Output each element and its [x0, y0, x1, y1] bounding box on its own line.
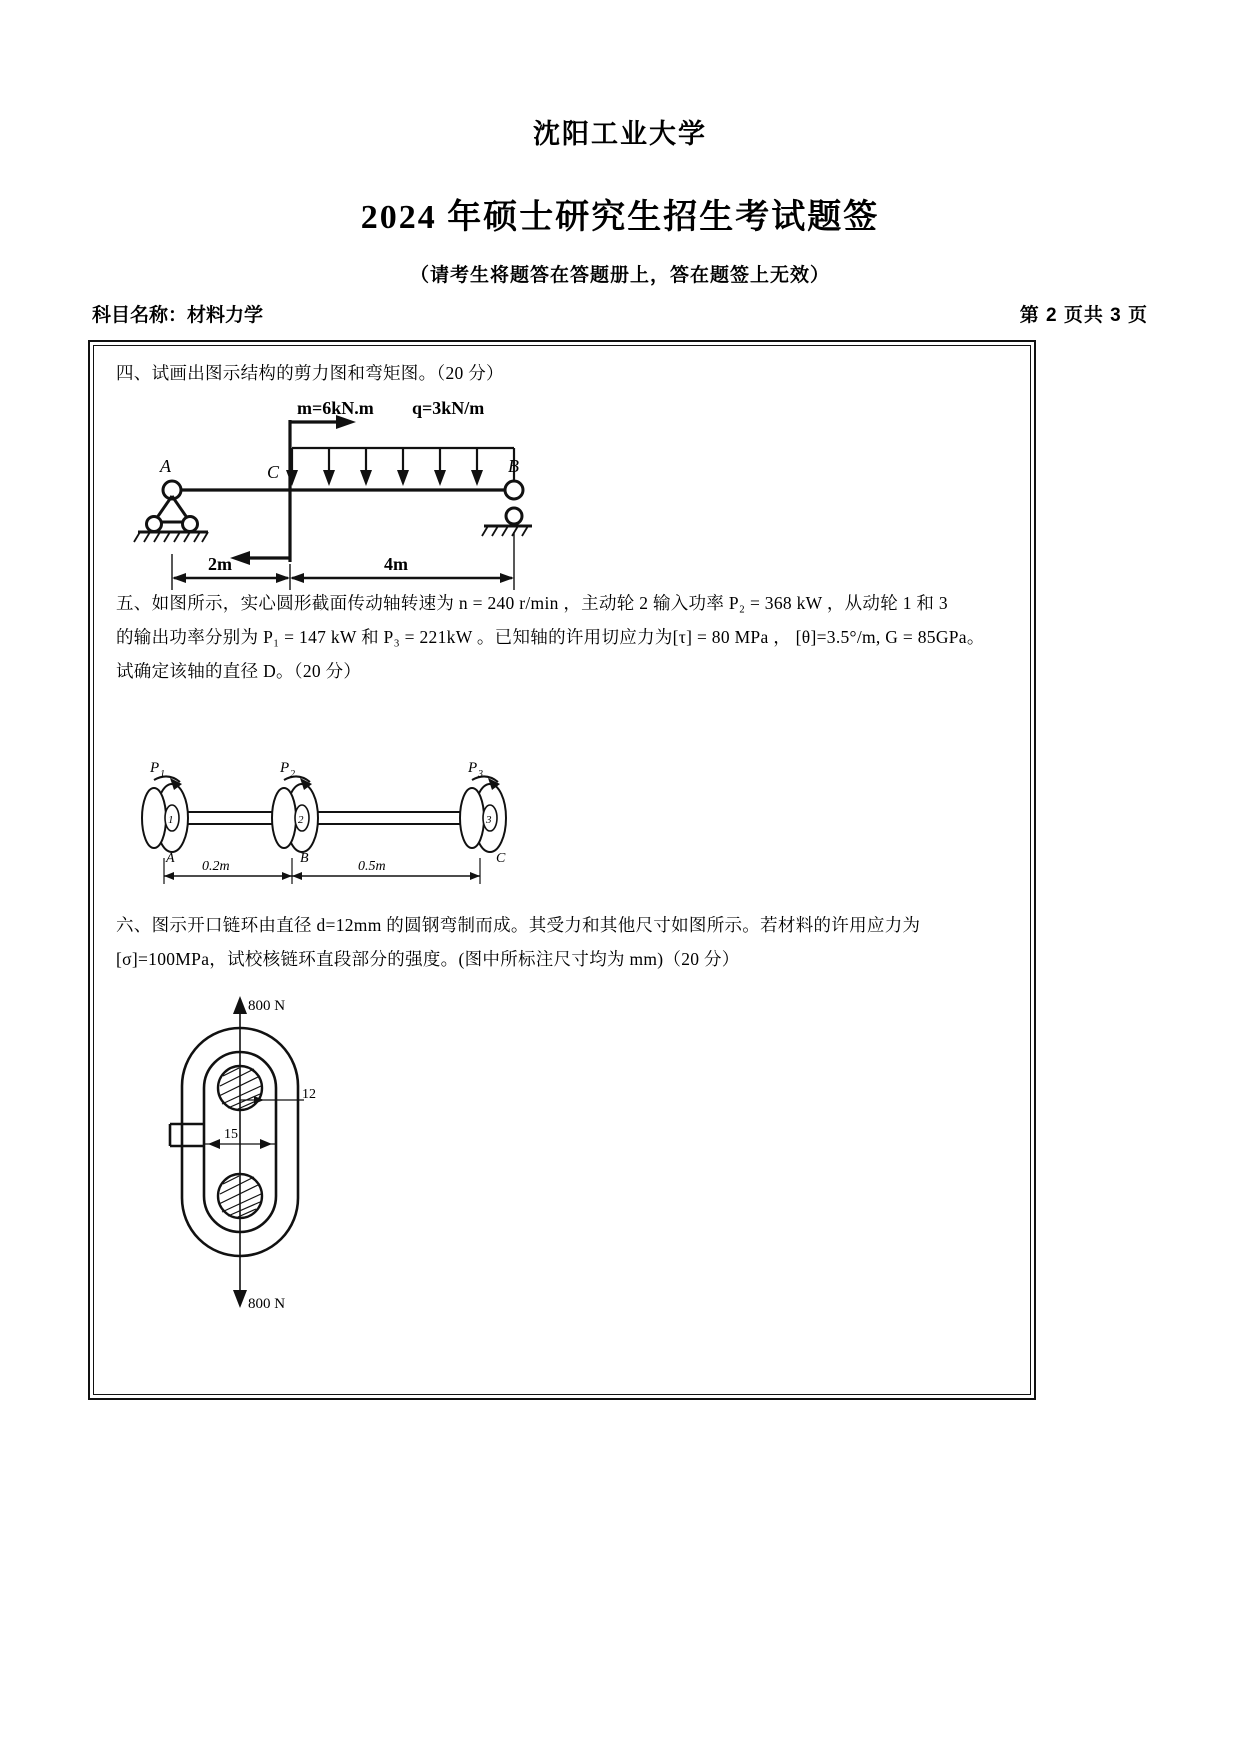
q5-dim-bc-label: 0.5m [358, 859, 386, 874]
q5-p1-sub: 1 [160, 769, 165, 780]
q4-node-b-label: B [508, 456, 519, 476]
page-header [0, 112, 1240, 287]
q4-node-a-label: A [160, 456, 171, 476]
q4-load-label: q=3kN/m [412, 398, 485, 418]
content-frame [88, 340, 1036, 1400]
q4-dim-right-label: 4m [384, 554, 408, 574]
university-name: 沈阳工业大学 [533, 119, 707, 149]
page-number: 第 2 页共 3 页 [1019, 305, 1148, 326]
exam-notice: （请考生将题答在答题册上，答在题签上无效） [409, 265, 830, 286]
question-6-figure [112, 996, 372, 1326]
q5-node-a-label: A [166, 851, 175, 866]
q5-p2-sub: 2 [290, 769, 295, 780]
q5-node-b-label: B [300, 851, 309, 866]
question-6-text [116, 908, 1018, 976]
q4-moment-label: m=6kN.m [297, 398, 374, 418]
question-6-line-1: 六、图示开口链环由直径 d=12mm 的圆钢弯制而成。其受力和其他尺寸如图所示。若材料的许用应力为 [116, 915, 921, 935]
q5-dim-ab-label: 0.2m [202, 859, 230, 874]
q6-force-top-label: 800 N [248, 998, 286, 1014]
question-4-text: 四、试画出图示结构的剪力图和弯矩图。（20 分） [116, 363, 504, 383]
question-5-figure [124, 746, 544, 896]
q5-p3-sub: 3 [478, 769, 483, 780]
question-5-line-3: 试确定该轴的直径 D。（20 分） [116, 661, 362, 681]
question-5-line-2: 的输出功率分别为 P₁ = 147 kW 和 P₃ = 221kW 。已知轴的许用切应力为[τ] = 80 MPa ， [θ]=3.5°/m, G = 85GPa。 [116, 627, 985, 647]
q5-wheel-1-label: 1 [168, 814, 174, 826]
page-title: 2024 年硕士研究生招生考试题签 [360, 199, 880, 236]
q5-p3-label: P [468, 760, 478, 776]
q5-p1-label: P [150, 760, 160, 776]
q5-node-c-label: C [496, 851, 506, 866]
question-6-line-2: [σ]=100MPa，试校核链环直段部分的强度。(图中所标注尺寸均为 mm)（20 分） [116, 949, 740, 969]
q6-dim-15-label: 15 [224, 1127, 238, 1142]
q5-p2-label: P [280, 760, 290, 776]
q4-node-c-label: C [267, 462, 280, 482]
q5-wheel-3-label: 3 [486, 814, 492, 826]
q5-wheel-2-label: 2 [298, 814, 304, 826]
q4-dim-left-label: 2m [208, 554, 232, 574]
question-5-text [116, 586, 1016, 688]
content-frame-inner [93, 345, 1031, 1395]
question-5-line-1: 五、如图所示，实心圆形截面传动轴转速为 n = 240 r/min ，主动轮 2 输入功率 P₂ = 368 kW ，从动轮 1 和 3 [116, 593, 948, 613]
q6-force-bottom-label: 800 N [248, 1296, 286, 1312]
question-4-figure [112, 398, 592, 598]
subject-label: 科目名称：材料力学 [92, 305, 264, 326]
q6-dim-12-label: 12 [302, 1087, 316, 1102]
subject-and-page-line [92, 300, 1148, 327]
